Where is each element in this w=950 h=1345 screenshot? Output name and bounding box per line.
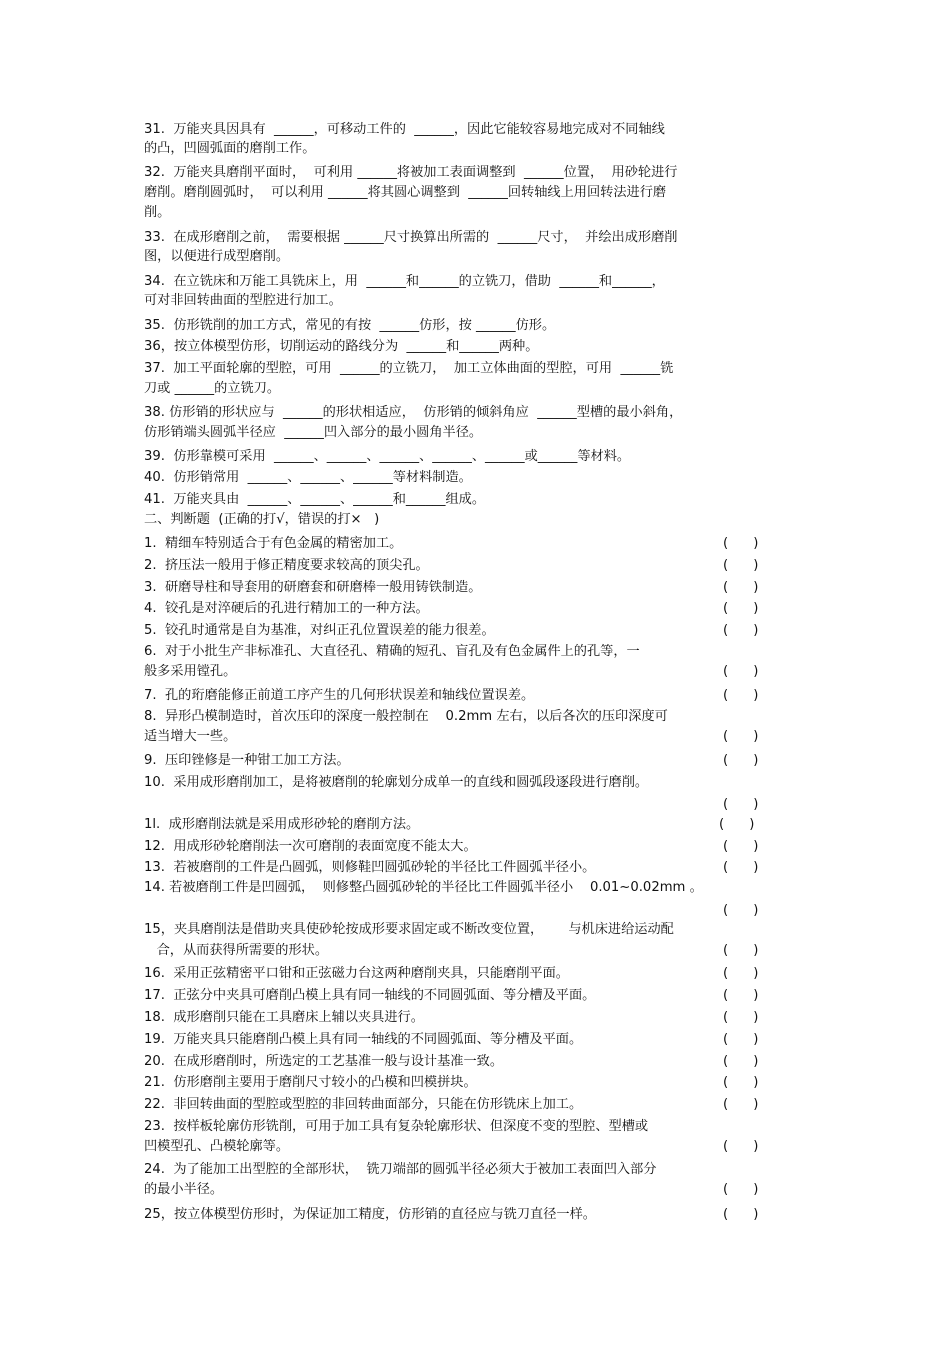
tf-19: 19. 万能夹具只能磨削凸模上具有同一轴线的不同圆弧面、等分槽及平面。	[144, 1032, 583, 1047]
tf-24-line2: 的最小半径。	[144, 1182, 224, 1197]
answer-paren: ( )	[723, 580, 759, 595]
tf-8-line2: 适当增大一些。	[144, 729, 237, 744]
section-heading: 二、判断题 (正确的打√，错误的打× )	[144, 512, 380, 527]
answer-paren: ( )	[723, 1032, 759, 1047]
q37-line1: 37. 加工平面轮廓的型腔，可用 ______的立铣刀， 加工立体曲面的型腔，可用 ______铣	[144, 361, 674, 376]
answer-paren: ( )	[723, 1207, 759, 1222]
answer-paren: ( )	[723, 943, 759, 958]
q34-line1: 34. 在立铣床和万能工具铣床上，用 ______和______的立铣刀，借助 ______和______，	[144, 274, 665, 289]
answer-paren: ( )	[719, 817, 755, 832]
q38-line2: 仿形销端头圆弧半径应 ______凹入部分的最小圆角半径。	[144, 425, 483, 440]
tf-18: 18. 成形磨削只能在工具磨床上辅以夹具进行。	[144, 1010, 424, 1025]
answer-paren: ( )	[723, 1075, 759, 1090]
answer-paren: ( )	[723, 1054, 759, 1069]
tf-7: 7. 孔的珩磨能修正前道工序产生的几何形状误差和轴线位置误差。	[144, 688, 535, 703]
q38-line1: 38. 仿形销的形状应与 ______的形状相适应， 仿形销的倾斜角应 ______型槽的最小斜角，	[144, 405, 683, 420]
q31-line1: 31. 万能夹具因具有 ______，可移动工件的 ______，因此它能较容易地完成对不同轴线	[144, 122, 665, 137]
q37-line2: 刀或 ______的立铣刀。	[144, 381, 281, 396]
q34-line2: 可对非回转曲面的型腔进行加工。	[144, 293, 342, 308]
tf-24-line1: 24. 为了能加工出型腔的全部形状， 铣刀端部的圆弧半径必须大于被加工表面凹入部分	[144, 1162, 657, 1177]
tf-5: 5. 铰孔时通常是自为基准，对纠正孔位置误差的能力很差。	[144, 623, 495, 638]
answer-paren: ( )	[723, 601, 759, 616]
q36: 36，按立体模型仿形，切削运动的路线分为 ______和______两种。	[144, 339, 539, 354]
tf-10: 10. 采用成形磨削加工，是将被磨削的轮廓划分成单一的直线和圆弧段逐段进行磨削。	[144, 775, 649, 790]
q33-line1: 33. 在成形磨削之前， 需要根据 ______尺寸换算出所需的 ______尺寸， 并绘出成形磨削	[144, 230, 678, 245]
answer-paren: ( )	[723, 623, 759, 638]
tf-14: 14. 若被磨削工件是凹圆弧， 则修整凸圆弧砂轮的半径比工件圆弧半径小 0.01~0.02mm 。	[144, 880, 703, 895]
q40: 40. 仿形销常用 ______、______、______等材料制造。	[144, 470, 472, 485]
tf-1: 1. 精细车特别适合于有色金属的精密加工。	[144, 536, 403, 551]
answer-paren: ( )	[723, 1097, 759, 1112]
q31-line2: 的凸，凹圆弧面的磨削工作。	[144, 141, 316, 156]
tf-15-line1: 15，夹具磨削法是借助夹具使砂轮按成形要求固定或不断改变位置， 与机床进给运动配	[144, 922, 674, 937]
tf-20: 20. 在成形磨削时，所选定的工艺基准一般与设计基准一致。	[144, 1054, 504, 1069]
tf-21: 21. 仿形磨削主要用于磨削尺寸较小的凸模和凹模拼块。	[144, 1075, 477, 1090]
tf-25: 25，按立体模型仿形时，为保证加工精度，仿形销的直径应与铣刀直径一样。	[144, 1207, 596, 1222]
answer-paren: ( )	[723, 966, 759, 981]
answer-paren: ( )	[723, 988, 759, 1003]
tf-8-line1: 8. 异形凸模制造时，首次压印的深度一般控制在 0.2mm 左右，以后各次的压印深度可	[144, 709, 668, 724]
q39: 39. 仿形靠模可采用 ______、______、______、______、______或______等材料。	[144, 449, 631, 464]
answer-paren: ( )	[723, 558, 759, 573]
tf-6-line1: 6. 对于小批生产非标准孔、大直径孔、精确的短孔、盲孔及有色金属件上的孔等，一	[144, 644, 640, 659]
answer-paren: ( )	[723, 1139, 759, 1154]
tf-4: 4. 铰孔是对淬硬后的孔进行精加工的一种方法。	[144, 601, 429, 616]
q32-line1: 32. 万能夹具磨削平面时， 可利用 ______将被加工表面调整到 ______位置， 用砂轮进行	[144, 165, 678, 180]
q35: 35. 仿形铣削的加工方式，常见的有按 ______仿形，按 ______仿形。	[144, 318, 556, 333]
tf-15-line2: 合，从而获得所需要的形状。	[144, 943, 329, 958]
tf-2: 2. 挤压法一般用于修正精度要求较高的顶尖孔。	[144, 558, 429, 573]
answer-paren: ( )	[723, 664, 759, 679]
answer-paren: ( )	[723, 729, 759, 744]
answer-paren: ( )	[723, 839, 759, 854]
q32-line2: 磨削。磨削圆弧时， 可以利用 ______将其圆心调整到 ______回转轴线上用回转法进行磨	[144, 185, 667, 200]
tf-16: 16. 采用正弦精密平口钳和正弦磁力台这两种磨削夹具，只能磨削平面。	[144, 966, 569, 981]
tf-12: 12. 用成形砂轮磨削法一次可磨削的表面宽度不能太大。	[144, 839, 477, 854]
tf-3: 3. 研磨导柱和导套用的研磨套和研磨棒一般用铸铁制造。	[144, 580, 482, 595]
answer-paren: ( )	[723, 1010, 759, 1025]
answer-paren: ( )	[723, 536, 759, 551]
tf-9: 9. 压印锉修是一种钳工加工方法。	[144, 753, 350, 768]
tf-17: 17. 正弦分中夹具可磨削凸模上具有同一轴线的不同圆弧面、等分槽及平面。	[144, 988, 596, 1003]
q41: 41. 万能夹具由 ______、______、______和______组成。	[144, 492, 486, 507]
q33-line2: 图，以便进行成型磨削。	[144, 249, 290, 264]
answer-paren: ( )	[723, 753, 759, 768]
tf-23-line2: 凹模型孔、凸模轮廓等。	[144, 1139, 290, 1154]
q32-line3: 削。	[144, 205, 171, 220]
tf-11: 1l. 成形磨削法就是采用成形砂轮的磨削方法。	[144, 817, 420, 832]
answer-paren: ( )	[723, 1182, 759, 1197]
tf-6-line2: 般多采用镗孔。	[144, 664, 237, 679]
answer-paren: ( )	[723, 903, 759, 918]
answer-paren: ( )	[723, 797, 759, 812]
answer-paren: ( )	[723, 688, 759, 703]
tf-23-line1: 23. 按样板轮廓仿形铣削，可用于加工具有复杂轮廓形状、但深度不变的型腔、型槽或	[144, 1119, 649, 1134]
answer-paren: ( )	[723, 860, 759, 875]
tf-13: 13. 若被磨削的工件是凸圆弧，则修鞋凹圆弧砂轮的半径比工件圆弧半径小。	[144, 860, 596, 875]
tf-22: 22. 非回转曲面的型腔或型腔的非回转曲面部分，只能在仿形铣床上加工。	[144, 1097, 583, 1112]
